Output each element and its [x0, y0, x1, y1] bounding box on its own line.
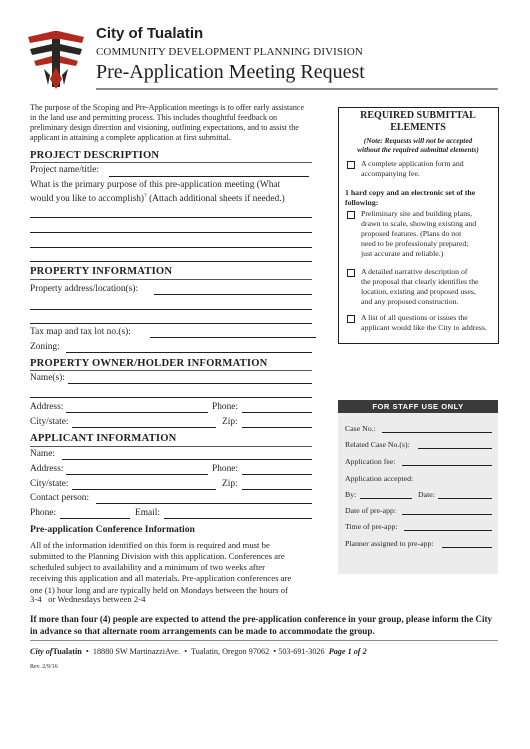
city-name: City of Tualatin — [96, 25, 204, 42]
section-rule — [30, 279, 312, 280]
conference-line-6: 3-4 or Wednesdays between 2-4 — [30, 594, 146, 604]
applicant-address-label: Address: — [30, 464, 64, 474]
owner-phone-field[interactable] — [242, 412, 312, 413]
staff-fee-label: Application fee: — [345, 457, 396, 466]
footer-address: 18880 SW MartinazziAve. — [92, 647, 181, 656]
applicant-phone-label: Phone: — [212, 464, 239, 474]
footer-location: Tualatin, Oregon 97062 — [191, 647, 270, 656]
conference-line-5: one (1) hour long and are typically held on Mondays between the hours of — [30, 585, 288, 595]
intro-text: The purpose of the Scoping and Pre-Application meetings is to offer early assistance in the land use and permitting process. This includes thoughtful feedback on preliminary design direction and visioning, outlining expectations, and to assist the applicant in attaining a complete application at first submittal. — [30, 103, 305, 142]
applicant-email-label: Email: — [135, 508, 160, 518]
conference-line-4: receiving this application and all materials. Pre-application conferences are — [30, 573, 292, 583]
staff-fee-field[interactable] — [402, 465, 492, 466]
staff-case-no-field[interactable] — [382, 432, 492, 433]
applicant-name-field[interactable] — [62, 459, 312, 460]
checkbox-narrative[interactable] — [347, 269, 355, 277]
required-elements-note: (Note: Requests will not be accepted without the required submittal elements) — [357, 136, 479, 154]
required-elements-title: REQUIRED SUBMITTAL ELEMENTS — [360, 110, 476, 133]
conference-heading: Pre-application Conference Information — [30, 524, 195, 535]
revision-date: Rev. 2/9/16 — [30, 664, 58, 670]
owner-address-label: Address: — [30, 402, 64, 412]
staff-planner-field[interactable] — [442, 547, 492, 548]
owner-city-label: City/state: — [30, 417, 69, 427]
owner-name-field[interactable] — [68, 383, 312, 384]
staff-use-heading: FOR STAFF USE ONLY — [338, 400, 498, 413]
purpose-question-line1: What is the primary purpose of this pre-application meeting (What — [30, 180, 281, 190]
owner-phone-label: Phone: — [212, 402, 239, 412]
staff-related-case-field[interactable] — [418, 448, 492, 449]
property-address-line-3[interactable] — [30, 323, 312, 324]
applicant-name-label: Name: — [30, 449, 55, 459]
zoning-field[interactable] — [66, 352, 312, 353]
applicant-zip-label: Zip: — [222, 479, 238, 489]
property-address-label: Property address/location(s): — [30, 284, 139, 294]
footer-city: City ofTualatin — [30, 647, 82, 656]
staff-time-preapp-field[interactable] — [404, 530, 492, 531]
req-item-application: A complete application form and accompanying fee. — [361, 159, 464, 178]
applicant-heading: APPLICANT INFORMATION — [30, 433, 177, 444]
applicant-zip-field[interactable] — [242, 489, 312, 490]
header-rule — [96, 88, 498, 90]
section-rule — [30, 162, 312, 163]
req-item-narrative: A detailed narrative description of the proposal that clearly identifies the location, existing and proposed uses, and any proposed construction. — [361, 267, 479, 306]
owner-heading: PROPERTY OWNER/HOLDER INFORMATION — [30, 358, 268, 369]
staff-by-field[interactable] — [360, 498, 412, 499]
req-item-site-plans: Preliminary site and building plans, drawn to scale, showing existing and proposed features. (Plans do not need to be professionaly prepared; just accurate and reliable.) — [361, 209, 477, 258]
checkbox-application-form[interactable] — [347, 161, 355, 169]
applicant-email-field[interactable] — [164, 518, 312, 519]
applicant-phone2-label: Phone: — [30, 508, 57, 518]
city-logo — [26, 27, 86, 91]
applicant-phone-field[interactable] — [242, 474, 312, 475]
staff-date-preapp-label: Date of pre-app: — [345, 506, 397, 515]
contact-person-field[interactable] — [96, 503, 312, 504]
page-title: Pre-Application Meeting Request — [96, 61, 365, 83]
property-heading: PROPERTY INFORMATION — [30, 266, 173, 277]
footer-page: Page 1 of 2 — [328, 647, 367, 656]
staff-by-label: By: — [345, 490, 357, 499]
conference-line-2: submitted to the Planning Division with this application. Conferences are — [30, 551, 285, 561]
staff-planner-label: Planner assigned to pre-app: — [345, 539, 434, 548]
project-name-label: Project name/title: — [30, 165, 99, 175]
staff-date-preapp-field[interactable] — [402, 514, 492, 515]
req-item-questions: A list of all questions or issues the applicant would like the City to address. — [361, 313, 487, 332]
attendance-notice: If more than four (4) people are expected to attend the pre-application conference in your group, please inform the City in advance so that alternate room arrangements can be made to accommodate the group. — [30, 614, 493, 636]
staff-time-preapp-label: Time of pre-app: — [345, 522, 398, 531]
section-rule — [30, 446, 312, 447]
contact-person-label: Contact person: — [30, 493, 90, 503]
zoning-label: Zoning: — [30, 342, 60, 352]
owner-city-field[interactable] — [72, 427, 216, 428]
owner-zip-label: Zip: — [222, 417, 238, 427]
section-rule — [30, 370, 312, 371]
property-address-line-2[interactable] — [30, 309, 312, 310]
staff-date-label: Date: — [418, 490, 435, 499]
purpose-line-1[interactable] — [30, 217, 312, 218]
owner-address-field[interactable] — [66, 412, 208, 413]
checkbox-site-plans[interactable] — [347, 211, 355, 219]
applicant-city-field[interactable] — [72, 489, 216, 490]
applicant-phone2-field[interactable] — [60, 518, 130, 519]
staff-case-no-label: Case No.: — [345, 424, 376, 433]
owner-name-line-2[interactable] — [30, 397, 312, 398]
purpose-line-4[interactable] — [30, 261, 312, 262]
checkbox-questions-list[interactable] — [347, 315, 355, 323]
staff-accepted-label: Application accepted: — [345, 474, 414, 483]
project-name-field[interactable] — [109, 176, 309, 177]
staff-related-case-label: Related Case No.(s): — [345, 440, 410, 449]
property-address-field[interactable] — [154, 294, 312, 295]
conference-line-1: All of the information identified on this form is required and must be — [30, 540, 270, 550]
tax-lot-label: Tax map and tax lot no.(s): — [30, 327, 131, 337]
footer-phone: 503-691-3026 — [278, 647, 325, 656]
staff-date-field[interactable] — [438, 498, 492, 499]
owner-name-label: Name(s): — [30, 373, 65, 383]
purpose-question-line2: would you like to accomplish)? (Attach additional sheets if needed.) — [30, 193, 285, 205]
purpose-line-2[interactable] — [30, 232, 312, 233]
applicant-city-label: City/state: — [30, 479, 69, 489]
footer-line: City ofTualatin • 18880 SW MartinazziAve. • Tualatin, Oregon 97062 • 503-691-3026 Page 1 of 2 — [30, 647, 367, 656]
copies-instruction: 1 hard copy and an electronic set of the following: — [345, 188, 476, 207]
division-name: COMMUNITY DEVELOPMENT PLANNING DIVISION — [96, 46, 363, 58]
footer-rule — [30, 640, 498, 641]
applicant-address-field[interactable] — [66, 474, 208, 475]
tax-lot-field[interactable] — [150, 337, 316, 338]
conference-line-3: scheduled subject to availability and a minimum of two weeks after — [30, 562, 265, 572]
project-heading: PROJECT DESCRIPTION — [30, 150, 160, 161]
purpose-line-3[interactable] — [30, 247, 312, 248]
owner-zip-field[interactable] — [242, 427, 312, 428]
